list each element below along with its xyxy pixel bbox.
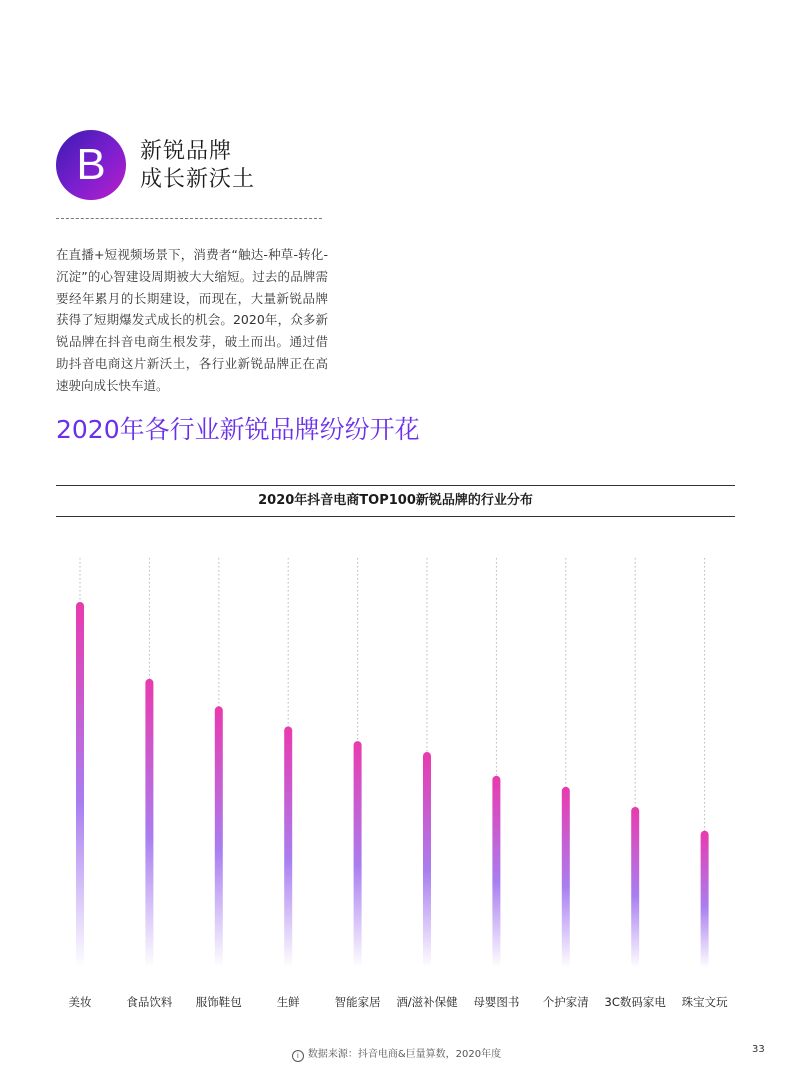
chart-title-rule-top — [56, 485, 735, 486]
section-title — [140, 138, 255, 194]
category-label: 食品饮料 — [126, 995, 173, 1009]
category-label: 3C数码家电 — [604, 995, 666, 1009]
bar — [631, 807, 639, 968]
category-label: 母婴图书 — [473, 995, 520, 1009]
chart-title-rule-bottom — [56, 516, 735, 517]
page-number: 33 — [752, 1044, 765, 1055]
bar — [492, 776, 500, 968]
section-badge: B — [56, 130, 126, 200]
section-title-line1: 新锐品牌 — [140, 139, 233, 164]
data-source-note — [0, 1048, 793, 1062]
data-source-text: 数据来源：抖音电商&巨量算数，2020年度 — [307, 1049, 502, 1060]
category-label: 生鲜 — [276, 995, 300, 1009]
chart-title: 2020年抖音电商TOP100新锐品牌的行业分布 — [258, 493, 533, 508]
intro-paragraph: 在直播+短视频场景下，消费者“触达-种草-转化-沉淀”的心智建设周期被大大缩短。过去的品牌需要经年累月的长期建设，而现在，大量新锐品牌获得了短期爆发式成长的机会。2020年，众多新锐品牌在抖音电商生根发芽，破土而出。通过借助抖音电商这片新沃土，各行业新锐品牌正在高速驶向成长快车道。 — [56, 247, 328, 393]
bar — [215, 706, 223, 968]
bar — [562, 787, 570, 968]
bar-chart — [0, 540, 793, 1020]
category-label: 智能家居 — [334, 995, 381, 1009]
headline: 2020年各行业新锐品牌纷纷开花 — [56, 415, 420, 444]
section-title-line2: 成长新沃土 — [140, 167, 256, 192]
bar — [145, 679, 153, 968]
bar — [354, 741, 362, 968]
dashed-divider — [56, 218, 322, 219]
category-label: 个护家清 — [542, 995, 589, 1009]
category-label: 美妆 — [68, 995, 92, 1009]
bar — [284, 726, 292, 968]
category-label: 服饰鞋包 — [195, 995, 242, 1009]
category-label: 珠宝文玩 — [681, 995, 728, 1009]
info-icon: i — [292, 1050, 304, 1062]
category-label: 酒/滋补保健 — [396, 995, 458, 1009]
bar — [76, 602, 84, 968]
bar — [423, 752, 431, 968]
bar — [701, 831, 709, 968]
